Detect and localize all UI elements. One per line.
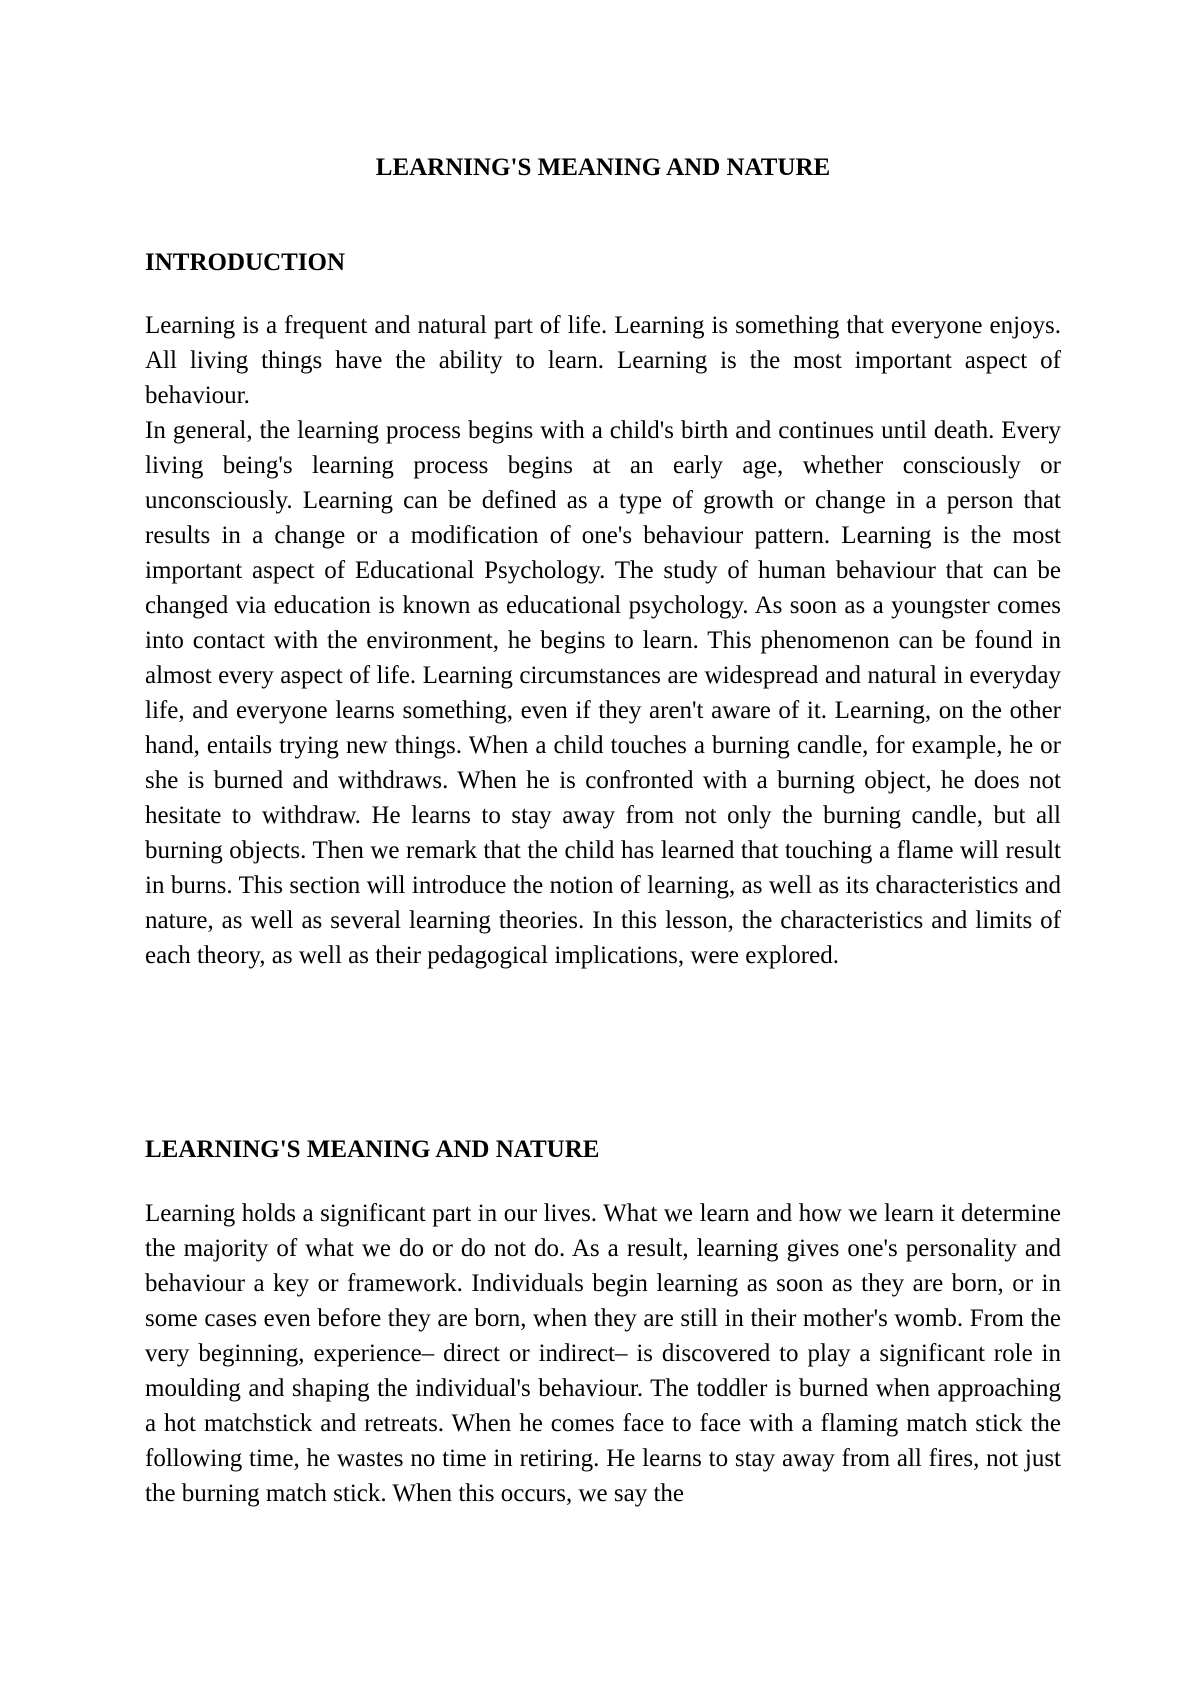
meaning-paragraph-1: Learning holds a significant part in our lives. What we learn and how we learn it determine the majority of what we do or do not do. As a result, learning gives one's personality and behaviour a key or framework. Individuals begin learning as soon as they are born, or in some cases even before they are born, when they are still in their mother's womb. From the very beginning, experience– direct or indirect– is discovered to play a significant role in moulding and shaping the individual's behaviour. The toddler is burned when approaching a hot matchstick and retreats. When he comes face to face with a flaming match stick the following time, he wastes no time in retiring. He learns to stay away from all fires, not just the burning match stick. When this occurs, we say the <box>145 1200 1061 1507</box>
meaning-section-body <box>145 1196 1061 1511</box>
document-title: LEARNING'S MEANING AND NATURE <box>375 154 831 181</box>
meaning-section-heading: LEARNING'S MEANING AND NATURE <box>145 1136 600 1163</box>
introduction-paragraph-1: Learning is a frequent and natural part of life. Learning is something that everyone enjoys. All living things have the ability to learn. Learning is the most important aspect of behaviour. <box>145 312 1061 409</box>
introduction-paragraph-2: In general, the learning process begins with a child's birth and continues until death. Every living being's learning process begins at an early age, whether consciously or unconsciously. Learning can be defined as a type of growth or change in a person that results in a change or a modification of one's behaviour pattern. Learning is the most important aspect of Educational Psychology. The study of human behaviour that can be changed via education is known as educational psychology. As soon as a youngster comes into contact with the environment, he begins to learn. This phenomenon can be found in almost every aspect of life. Learning circumstances are widespread and natural in everyday life, and everyone learns something, even if they aren't aware of it. Learning, on the other hand, entails trying new things. When a child touches a burning candle, for example, he or she is burned and withdraws. When he is confronted with a burning object, he does not hesitate to withdraw. He learns to stay away from not only the burning candle, but all burning objects. Then we remark that the child has learned that touching a flame will result in burns. This section will introduce the notion of learning, as well as its characteristics and nature, as well as several learning theories. In this lesson, the characteristics and limits of each theory, as well as their pedagogical implications, were explored. <box>145 417 1061 969</box>
introduction-heading: INTRODUCTION <box>145 249 346 276</box>
introduction-body <box>145 308 1061 973</box>
